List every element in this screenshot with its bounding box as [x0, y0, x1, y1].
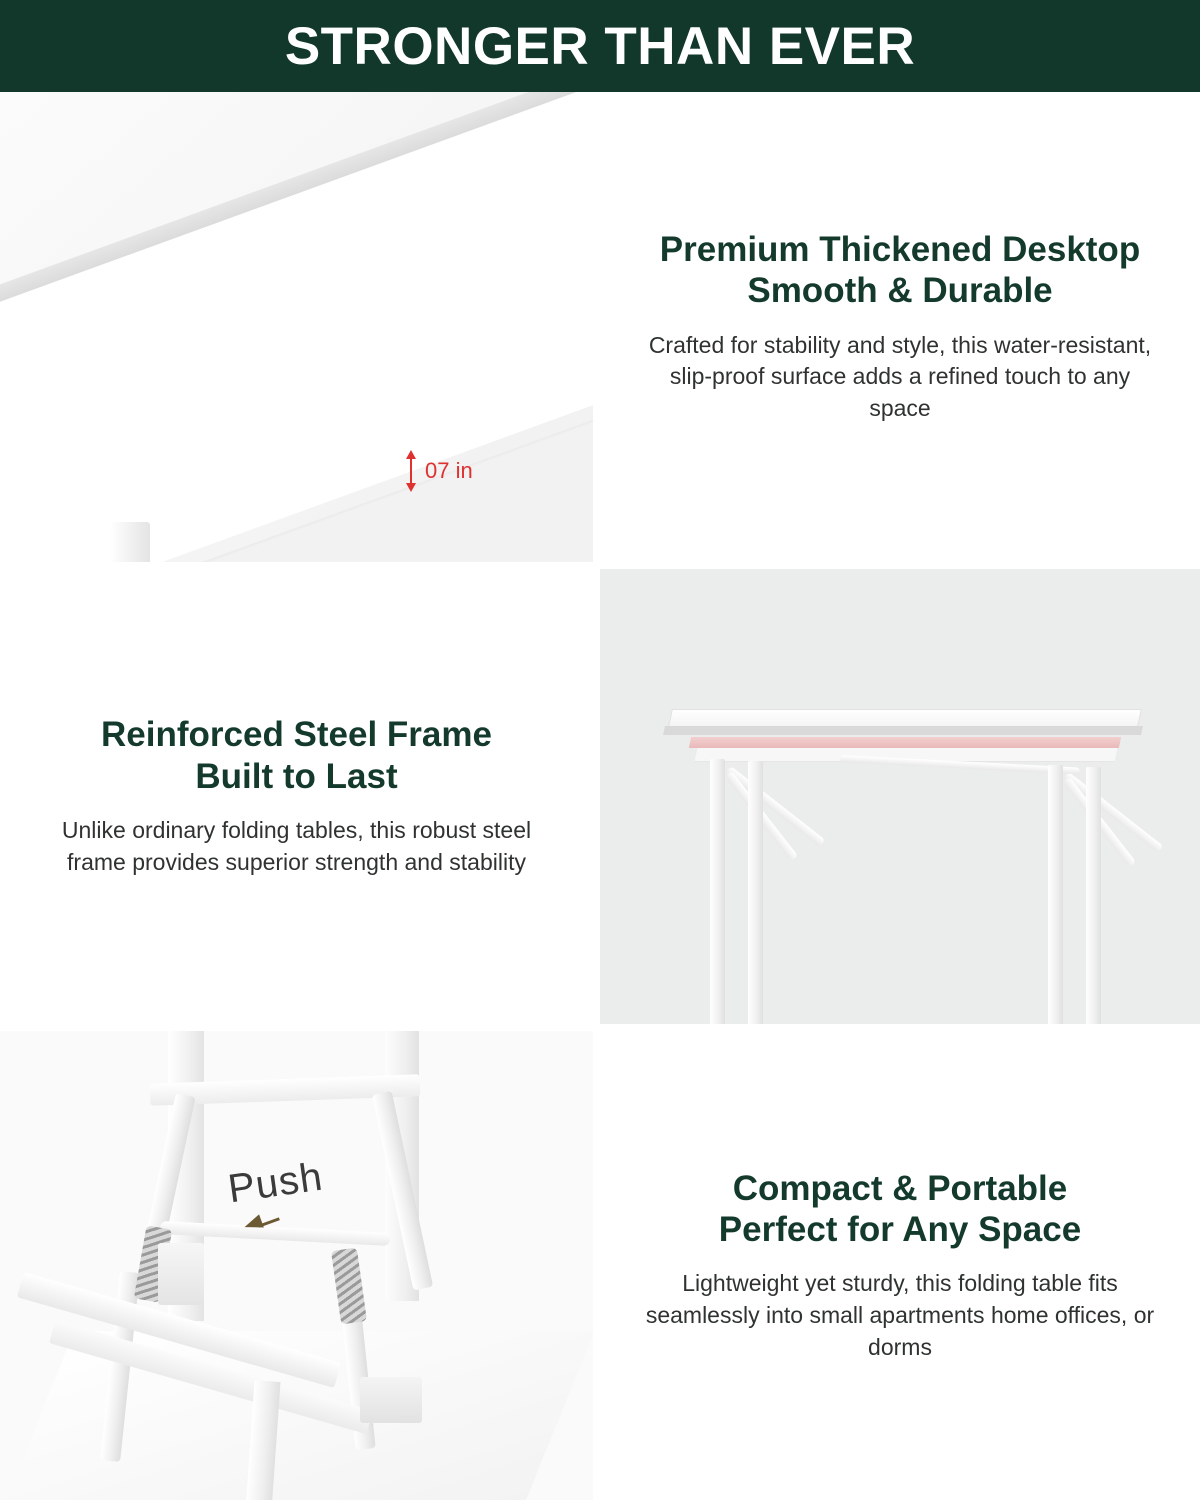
push-label: Push: [225, 1154, 326, 1212]
feature-grid: [0, 92, 1200, 1500]
grid-gutter-horizontal-1b: [600, 562, 1200, 569]
feature-heading-line2: Smooth & Durable: [747, 271, 1053, 311]
thickness-value: 07 in: [425, 458, 473, 483]
desktop-leg: [110, 522, 150, 562]
feature-heading-line1: Compact & Portable: [732, 1168, 1068, 1208]
feature-heading-line2: Perfect for Any Space: [718, 1209, 1082, 1249]
grid-gutter-vertical-2: [593, 569, 600, 1024]
feature-steel-frame: [0, 569, 593, 1024]
photo-folding-mechanism: [0, 1031, 593, 1500]
banner-title: STRONGER THAN EVER: [284, 16, 916, 76]
table-top-surface: [668, 709, 1142, 727]
feature-compact-portable: [600, 1031, 1200, 1500]
grid-gutter-cross-1: [593, 562, 600, 569]
feature-heading: [101, 714, 492, 797]
table-support-rail: [689, 737, 1121, 748]
feature-premium-desktop: [600, 92, 1200, 562]
mounting-bracket: [158, 1243, 204, 1305]
table-leg: [748, 761, 763, 1024]
feature-heading-line1: Reinforced Steel Frame: [101, 715, 492, 755]
grid-gutter-vertical-3: [593, 1031, 600, 1500]
spring-coil: [331, 1248, 367, 1325]
feature-heading: [719, 1168, 1081, 1251]
photo-table-side-view: [600, 569, 1200, 1024]
feature-body: Unlike ordinary folding tables, this robust steel frame provides superior strength and stability: [61, 817, 532, 875]
double-arrow-icon: [405, 450, 417, 492]
grid-gutter-horizontal-2a: [0, 1024, 593, 1031]
foot-plate: [360, 1377, 422, 1423]
banner: [0, 0, 1200, 92]
grid-gutter-vertical-1: [593, 92, 600, 562]
table-leg: [1086, 767, 1101, 1024]
table-leg: [710, 759, 725, 1024]
feature-heading: [660, 229, 1140, 312]
grid-gutter-cross-2: [593, 1024, 600, 1031]
table-top-edge: [663, 726, 1143, 735]
table-leg: [1048, 765, 1063, 1024]
photo-desktop-corner: [0, 92, 593, 562]
thickness-measurement: [405, 450, 473, 492]
feature-body: Lightweight yet sturdy, this folding table fits seamlessly into small apartments home offices, or dorms: [645, 1270, 1155, 1360]
grid-gutter-horizontal-1a: [0, 562, 593, 569]
feature-heading-line2: Built to Last: [195, 756, 398, 796]
feature-body: Crafted for stability and style, this water-resistant, slip-proof surface adds a refined touch to any space: [648, 331, 1152, 422]
feature-heading-line1: Premium Thickened Desktop: [659, 230, 1141, 270]
grid-gutter-horizontal-2b: [600, 1024, 1200, 1031]
